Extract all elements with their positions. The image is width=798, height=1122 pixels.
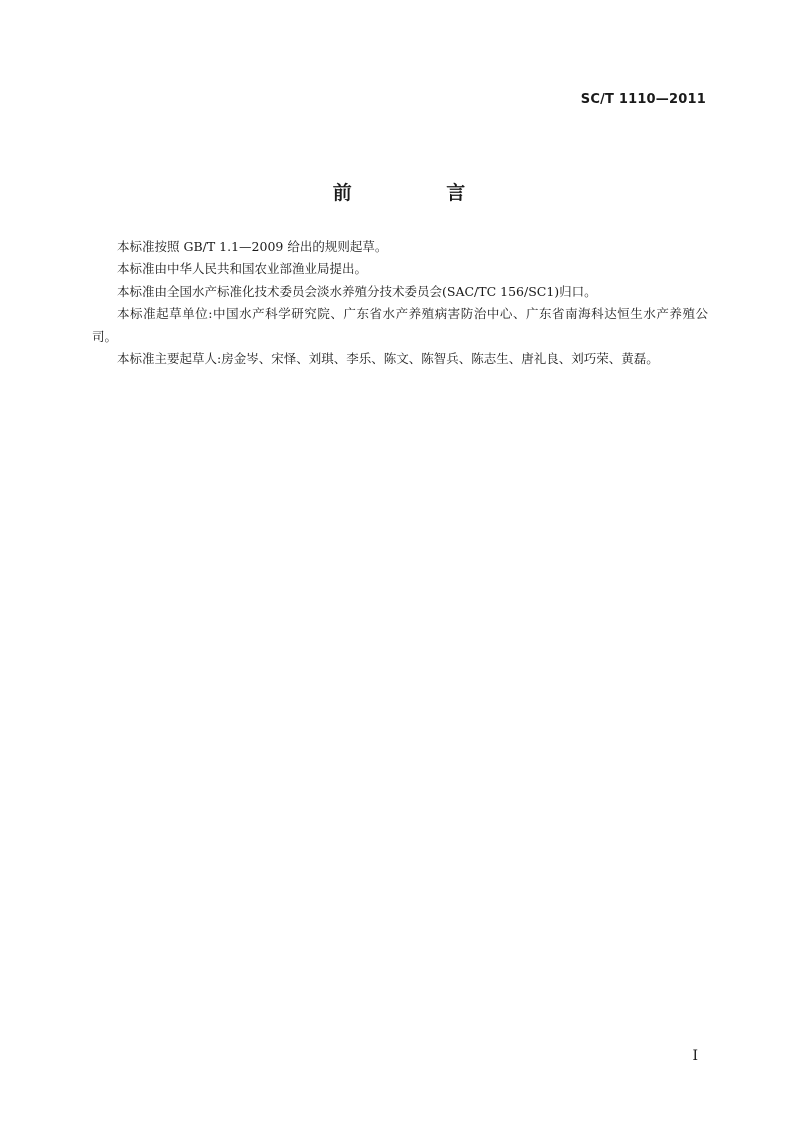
page-title: 前 言 (332, 182, 510, 204)
page-number: I (692, 1048, 698, 1064)
paragraph-drafting-units: 本标准起草单位:中国水产科学研究院、广东省水产养殖病害防治中心、广东省南海科达恒生水产养殖公司。 (92, 306, 708, 344)
standard-code: SC/T 1110—2011 (580, 92, 706, 107)
foreword-body (92, 236, 708, 370)
paragraph-committee: 本标准由全国水产标准化技术委员会淡水养殖分技术委员会(SAC/TC 156/SC1)归口。 (117, 283, 597, 299)
paragraph-drafting-rules: 本标准按照 GB/T 1.1—2009 给出的规则起草。 (117, 239, 388, 254)
paragraph-proposer: 本标准由中华人民共和国农业部渔业局提出。 (117, 261, 368, 277)
paragraph-drafters: 本标准主要起草人:房金岑、宋怿、刘琪、李乐、陈文、陈智兵、陈志生、唐礼良、刘巧荣、黄磊。 (117, 351, 659, 367)
